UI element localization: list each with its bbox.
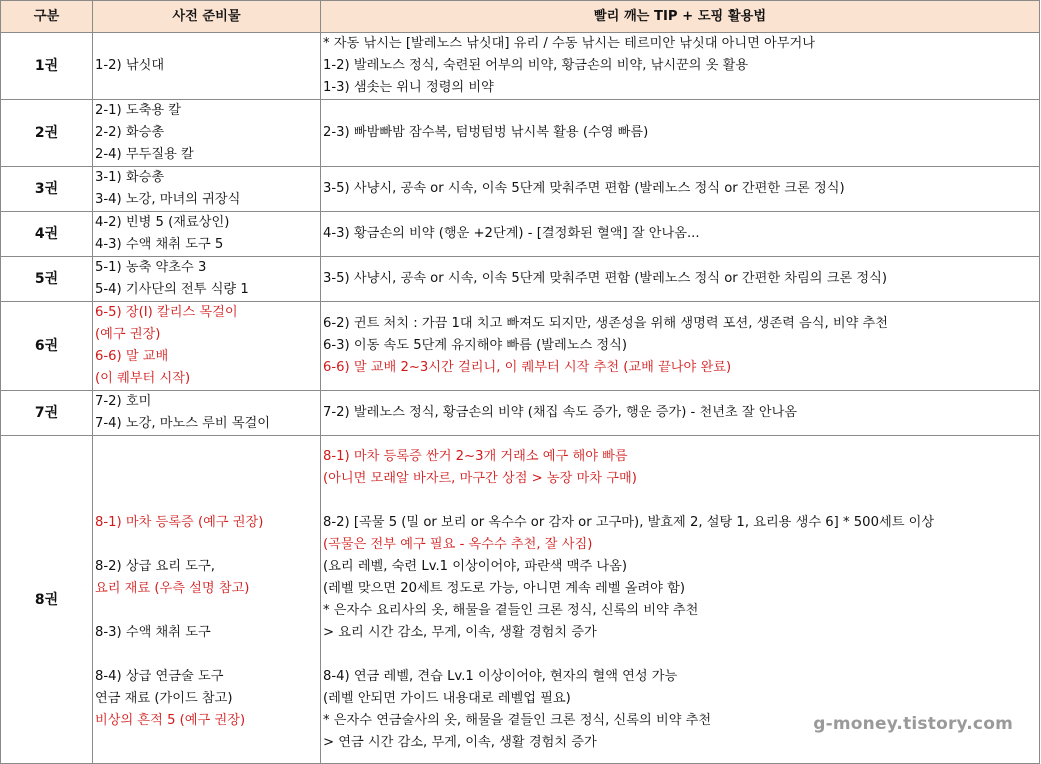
volume-cell: 8권 <box>1 436 93 764</box>
table-row <box>1 33 1040 100</box>
tip-cell <box>321 212 1040 257</box>
prep-line: 8-3) 수액 채취 도구 <box>95 624 211 640</box>
tip-line: 2-3) 빠밤빠밤 잠수복, 텀벙텀벙 낚시복 활용 (수영 빠름) <box>323 125 649 140</box>
tip-line: (아니면 모래알 바자르, 마구간 상점 > 농장 마차 구매) <box>323 470 637 486</box>
table-row <box>1 167 1040 212</box>
header-prep: 사전 준비물 <box>93 1 321 33</box>
prep-line: 비상의 흔적 5 (예구 권장) <box>95 712 246 728</box>
tip-cell <box>321 100 1040 167</box>
prep-line: 4-3) 수액 채취 도구 5 <box>95 237 224 252</box>
tip-line: 7-2) 발레노스 정식, 황금손의 비약 (채집 속도 증가, 행운 증가) - 천년초 잘 안나옴 <box>323 405 798 420</box>
volume-cell: 1권 <box>1 33 93 100</box>
prep-line: (예구 권장) <box>95 327 161 342</box>
volume-cell: 6권 <box>1 302 93 391</box>
tip-line: 8-2) [곡물 5 (밀 or 보리 or 옥수수 or 감자 or 고구마), 발효제 2, 설탕 1, 요리용 생수 6] * 500세트 이상 <box>323 514 935 530</box>
tip-line <box>323 644 1037 666</box>
prep-line: 2-2) 화승총 <box>95 125 165 140</box>
prep-line: 1-2) 낚싯대 <box>95 58 165 73</box>
tip-cell <box>321 391 1040 436</box>
volume-cell: 3권 <box>1 167 93 212</box>
prep-line: 5-4) 기사단의 전투 식량 1 <box>95 282 249 297</box>
volume-cell: 7권 <box>1 391 93 436</box>
prep-line: (이 퀘부터 시작) <box>95 371 191 386</box>
prep-line: 3-1) 화승총 <box>95 170 165 185</box>
volume-cell: 4권 <box>1 212 93 257</box>
tip-line: 1-3) 샘솟는 위니 정령의 비약 <box>323 80 494 95</box>
prep-line: 7-2) 호미 <box>95 394 152 409</box>
prep-line: 6-6) 말 교배 <box>95 349 169 364</box>
table-row <box>1 257 1040 302</box>
tip-cell <box>321 167 1040 212</box>
prep-cell <box>93 436 321 764</box>
prep-line: 6-5) 장(I) 칼리스 목걸이 <box>95 305 238 320</box>
prep-line <box>95 600 318 622</box>
tip-cell <box>321 33 1040 100</box>
table-row <box>1 212 1040 257</box>
tip-line: (곡물은 전부 예구 필요 - 옥수수 추천, 잘 사짐) <box>323 536 593 552</box>
prep-cell <box>93 33 321 100</box>
prep-line: 8-2) 상급 요리 도구, <box>95 558 215 574</box>
table-row <box>1 100 1040 167</box>
tip-line: 3-5) 사냥시, 공속 or 시속, 이속 5단계 맞춰주면 편함 (발레노스 정식 or 간편한 크론 정식) <box>323 181 845 196</box>
prep-line: 8-1) 마차 등록증 (예구 권장) <box>95 514 264 530</box>
tip-cell <box>321 257 1040 302</box>
tip-line: 1-2) 발레노스 정식, 숙련된 어부의 비약, 황금손의 비약, 낚시꾼의 옷 활용 <box>323 58 749 73</box>
tip-line: 3-5) 사냥시, 공속 or 시속, 이속 5단계 맞춰주면 편함 (발레노스 정식 or 간편한 차림의 크론 정식) <box>323 271 887 286</box>
tip-line: * 자동 낚시는 [발레노스 낚싯대] 유리 / 수동 낚시는 테르미안 낚싯대 아니면 아무거나 <box>323 36 816 51</box>
table-row <box>1 391 1040 436</box>
header-volume: 구분 <box>1 1 93 33</box>
tip-line: (레벨 맞으면 20세트 정도로 가능, 아니면 계속 레벨 올려야 함) <box>323 580 685 596</box>
prep-line <box>95 644 318 666</box>
tip-cell <box>321 302 1040 391</box>
tip-line: * 은자수 요리사의 옷, 해물을 곁들인 크론 정식, 신록의 비약 추천 <box>323 602 699 618</box>
prep-line: 3-4) 노강, 마녀의 귀장식 <box>95 192 241 207</box>
watermark: g-money.tistory.com <box>813 714 1013 734</box>
prep-cell <box>93 212 321 257</box>
prep-line: 2-1) 도축용 칼 <box>95 103 182 118</box>
volume-cell: 2권 <box>1 100 93 167</box>
tip-line: 4-3) 황금손의 비약 (행운 +2단계) - [결정화된 혈액] 잘 안나옴... <box>323 226 700 241</box>
tip-line: > 연금 시간 감소, 무게, 이속, 생활 경험치 증가 <box>323 734 597 750</box>
prep-line: 7-4) 노강, 마노스 루비 목걸이 <box>95 416 271 431</box>
header-row <box>1 1 1040 33</box>
prep-cell <box>93 100 321 167</box>
header-tips: 빨리 깨는 TIP + 도핑 활용법 <box>321 1 1040 33</box>
table-row <box>1 302 1040 391</box>
tip-line: 8-1) 마차 등록증 싼거 2~3개 거래소 예구 해야 빠름 <box>323 448 628 464</box>
tip-line: (요리 레벨, 숙련 Lv.1 이상이어야, 파란색 맥주 나옴) <box>323 558 628 574</box>
volume-cell: 5권 <box>1 257 93 302</box>
prep-line: 4-2) 빈병 5 (재료상인) <box>95 215 230 230</box>
prep-cell <box>93 167 321 212</box>
tip-line: (레벨 안되면 가이드 내용대로 레벨업 필요) <box>323 690 571 706</box>
tip-line: * 은자수 연금술사의 옷, 해물을 곁들인 크론 정식, 신록의 비약 추천 <box>323 712 712 728</box>
prep-line: 8-4) 상급 연금술 도구 <box>95 668 224 684</box>
tip-line: 6-2) 귄트 처치 : 가끔 1대 치고 빠져도 되지만, 생존성을 위해 생명력 포션, 생존력 음식, 비약 추천 <box>323 316 889 331</box>
prep-line: 2-4) 무두질용 칼 <box>95 147 194 162</box>
prep-line: 요리 재료 (우측 설명 참고) <box>95 580 250 596</box>
tip-line: > 요리 시간 감소, 무게, 이속, 생활 경험치 증가 <box>323 624 597 640</box>
tip-line <box>323 490 1037 512</box>
prep-line: 연금 재료 (가이드 참고) <box>95 690 233 706</box>
prep-line: 5-1) 농축 약초수 3 <box>95 260 207 275</box>
prep-cell <box>93 257 321 302</box>
tip-line: 6-3) 이동 속도 5단계 유지해야 빠름 (발레노스 정식) <box>323 338 628 353</box>
prep-cell <box>93 302 321 391</box>
prep-line <box>95 490 318 512</box>
prep-cell <box>93 391 321 436</box>
prep-line <box>95 468 318 490</box>
prep-line <box>95 534 318 556</box>
tip-line: 6-6) 말 교배 2~3시간 걸리니, 이 퀘부터 시작 추천 (교배 끝나야 완료) <box>323 360 732 375</box>
tip-line: 8-4) 연금 레벨, 견습 Lv.1 이상이어야, 현자의 혈액 연성 가능 <box>323 668 678 684</box>
